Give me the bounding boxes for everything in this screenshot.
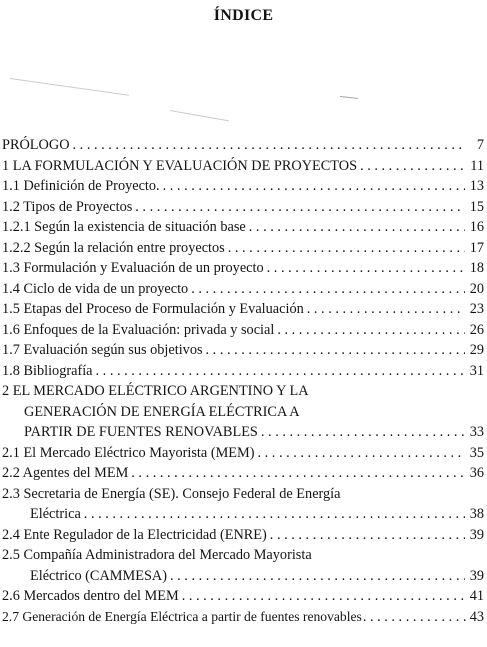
- leader-dots: [206, 340, 465, 361]
- toc-entry-title: 1.7 Evaluación según sus objetivos: [2, 342, 203, 358]
- toc-entry-title-line: GENERACIÓN DE ENERGÍA ELÉCTRICA A: [24, 403, 300, 420]
- toc-entry-title: 1.1 Definición de Proyecto.: [2, 178, 160, 194]
- toc-entry[interactable]: [2, 586, 484, 607]
- toc-entry-title: 2.1 El Mercado Eléctrico Mayorista (MEM): [2, 444, 255, 461]
- toc-entry-title: PRÓLOGO: [2, 137, 70, 153]
- leader-dots: [360, 156, 465, 177]
- toc-entry[interactable]: [2, 238, 484, 259]
- leader-dots: [96, 361, 465, 382]
- toc-entry-title-line: PARTIR DE FUENTES RENOVABLES: [24, 424, 258, 440]
- toc-entry-page: 35: [469, 444, 484, 461]
- leader-dots: [170, 566, 465, 587]
- toc-entry-page: 20: [469, 280, 484, 297]
- toc-entry-page: 38: [469, 506, 484, 522]
- toc-entry-page: 26: [469, 321, 484, 338]
- toc-entry[interactable]: [2, 340, 484, 361]
- toc-entry[interactable]: [2, 258, 484, 279]
- toc-entry-page: 31: [469, 362, 484, 379]
- toc-entry-title: 1.2.1 Según la existencia de situación base: [2, 219, 246, 235]
- leader-dots: [258, 443, 466, 464]
- toc-entry-title: 1.5 Etapas del Proceso de Formulación y Evaluación: [2, 301, 304, 317]
- toc-entry[interactable]: [2, 361, 484, 382]
- leader-dots: [267, 258, 465, 279]
- toc-entry[interactable]: [2, 463, 484, 484]
- toc-entry-page: 7: [476, 137, 484, 153]
- leader-dots: [182, 586, 465, 607]
- toc-entry-page: 33: [469, 424, 484, 440]
- leader-dots: [135, 197, 465, 218]
- toc-entry[interactable]: [2, 299, 484, 320]
- scan-artifact: [10, 78, 129, 96]
- toc-entry[interactable]: [2, 443, 484, 464]
- toc-entry-title: 1.3 Formulación y Evaluación de un proyecto: [2, 260, 264, 276]
- toc-entry-title: 2.2 Agentes del MEM: [2, 465, 129, 481]
- leader-dots: [131, 463, 465, 484]
- leader-dots: [73, 135, 465, 156]
- toc-entry-page: 41: [469, 588, 484, 604]
- leader-dots: [261, 422, 465, 443]
- leader-dots: [363, 607, 467, 628]
- leader-dots: [249, 217, 465, 238]
- toc-entry-page: 43: [469, 608, 484, 625]
- toc-entry-title: 1.4 Ciclo de vida de un proyecto: [2, 280, 189, 297]
- toc-entry[interactable]: [2, 545, 484, 586]
- toc-entry-page: 23: [469, 301, 484, 317]
- toc-entry-page: 17: [469, 239, 484, 256]
- leader-dots: [163, 176, 465, 197]
- scan-artifact: [170, 110, 229, 121]
- toc-entry[interactable]: [2, 135, 484, 156]
- toc-entry-title: 1.6 Enfoques de la Evaluación: privada y social: [2, 321, 275, 338]
- table-of-contents: [2, 135, 484, 627]
- toc-entry[interactable]: [2, 197, 484, 218]
- leader-dots: [84, 504, 465, 525]
- toc-entry-page: 39: [469, 567, 484, 584]
- toc-entry-title-line: 2.3 Secretaria de Energía (SE). Consejo Federal de Energía: [2, 485, 341, 502]
- toc-entry[interactable]: [2, 381, 484, 443]
- toc-entry[interactable]: [2, 279, 484, 300]
- toc-entry-page: 36: [469, 465, 484, 481]
- toc-entry-title: 1 LA FORMULACIÓN Y EVALUACIÓN DE PROYECTOS: [2, 157, 358, 174]
- toc-entry-page: 29: [469, 342, 484, 358]
- toc-entry[interactable]: [2, 484, 484, 525]
- scan-artifact: [340, 96, 358, 99]
- toc-entry-title: 2.4 Ente Regulador de la Electricidad (ENRE): [2, 526, 267, 543]
- leader-dots: [191, 279, 465, 300]
- toc-entry-title-line: 2 EL MERCADO ELÉCTRICO ARGENTINO Y LA: [2, 383, 309, 399]
- toc-entry[interactable]: [2, 525, 484, 546]
- leader-dots: [270, 525, 465, 546]
- toc-entry-title-line: 2.5 Compañía Administradora del Mercado Mayorista: [2, 547, 312, 563]
- toc-entry-title-line: Eléctrico (CAMMESA): [30, 567, 167, 584]
- toc-entry-page: 13: [469, 178, 484, 194]
- toc-entry[interactable]: [2, 217, 484, 238]
- toc-entry-page: 16: [469, 219, 484, 235]
- toc-entry-title: 1.2 Tipos de Proyectos: [2, 198, 133, 215]
- toc-entry-page: 39: [469, 526, 484, 543]
- toc-entry-page: 15: [469, 198, 484, 215]
- leader-dots: [277, 320, 465, 341]
- toc-entry[interactable]: [2, 607, 484, 628]
- leader-dots: [228, 238, 465, 259]
- toc-entry[interactable]: [2, 156, 484, 177]
- toc-entry-title-line: Eléctrica: [30, 506, 81, 522]
- toc-entry-title: 2.7 Generación de Energía Eléctrica a partir de fuentes renovables: [2, 608, 362, 624]
- toc-entry[interactable]: [2, 176, 484, 197]
- toc-entry-page: 11: [470, 157, 484, 174]
- toc-entry-title: 1.2.2 Según la relación entre proyectos: [2, 239, 225, 256]
- toc-entry-title: 1.8 Bibliografía: [2, 362, 93, 379]
- toc-entry[interactable]: [2, 320, 484, 341]
- toc-entry-page: 18: [469, 260, 484, 276]
- page-title: ÍNDICE: [213, 7, 274, 24]
- toc-entry-title: 2.6 Mercados dentro del MEM: [2, 588, 179, 604]
- leader-dots: [307, 299, 465, 320]
